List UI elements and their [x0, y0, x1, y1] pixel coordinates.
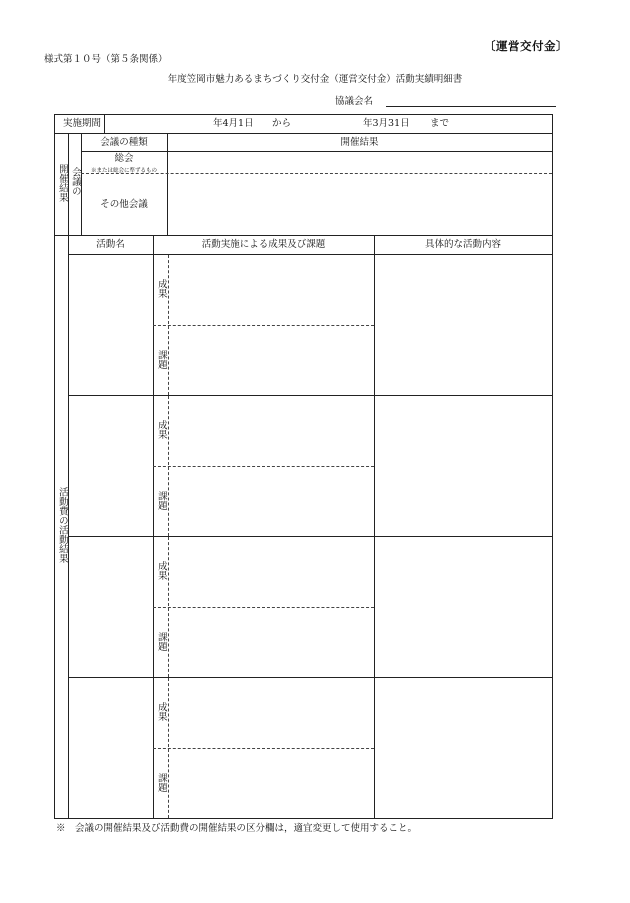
result-label: 成果: [155, 420, 167, 439]
activity-content-header: 具体的な活動内容: [424, 239, 501, 250]
period-from: から: [272, 118, 292, 129]
result-cell[interactable]: [169, 255, 374, 325]
activity-content-cell[interactable]: [375, 396, 552, 536]
document-title: 年度笠岡市魅力あるまちづくり交付金（運営交付金）活動実績明細書: [167, 74, 463, 85]
issue-label: 課題: [155, 773, 167, 792]
result-cell[interactable]: [169, 537, 374, 607]
issue-cell[interactable]: [169, 749, 374, 818]
result-label: 成果: [155, 561, 167, 580]
general-meeting-label: 総会: [114, 153, 134, 164]
general-meeting-result[interactable]: [168, 152, 552, 173]
period-until: まで: [430, 118, 450, 129]
result-cell[interactable]: [169, 678, 374, 748]
grant-type-label: 〔運営交付金〕: [484, 39, 568, 53]
form-number: 様式第１０号（第５条関係）: [44, 54, 168, 65]
issue-cell[interactable]: [169, 608, 374, 677]
activity-results-label: 活動費の活動結果: [56, 487, 68, 563]
activity-content-cell[interactable]: [375, 537, 552, 677]
activity-name-header: 活動名: [96, 239, 125, 250]
meeting-of-label: 会議の: [69, 167, 81, 196]
issue-cell[interactable]: [169, 326, 374, 395]
issue-label: 課題: [155, 632, 167, 651]
issue-label: 課題: [155, 491, 167, 510]
meeting-result-header: 開催結果: [340, 137, 379, 148]
activity-content-cell[interactable]: [375, 255, 552, 395]
result-label: 成果: [155, 702, 167, 721]
result-label: 成果: [155, 279, 167, 298]
general-meeting-note: ※または総会に準ずるもの: [90, 168, 157, 174]
activity-name-cell[interactable]: [69, 255, 153, 395]
period-label: 実施期間: [63, 118, 102, 129]
other-meeting-label: その他会議: [100, 199, 148, 210]
issue-label: 課題: [155, 350, 167, 369]
other-meeting-result[interactable]: [168, 174, 552, 235]
results-issues-header: 活動実施による成果及び課題: [201, 239, 326, 250]
activity-name-cell[interactable]: [69, 678, 153, 818]
period-start[interactable]: 年4月1日: [213, 118, 254, 129]
meeting-type-header: 会議の種類: [100, 137, 148, 148]
issue-cell[interactable]: [169, 467, 374, 536]
result-cell[interactable]: [169, 396, 374, 466]
footnote: ※ 会議の開催結果及び活動費の開催結果の区分欄は，適宜変更して使用すること。: [56, 823, 418, 834]
association-name-label: 協議会名: [335, 96, 374, 107]
activity-name-cell[interactable]: [69, 537, 153, 677]
activity-name-cell[interactable]: [69, 396, 153, 536]
activity-content-cell[interactable]: [375, 678, 552, 818]
association-name-field[interactable]: [386, 106, 556, 107]
period-end[interactable]: 年3月31日: [363, 118, 410, 129]
meeting-results-label: 開催結果: [56, 164, 68, 202]
